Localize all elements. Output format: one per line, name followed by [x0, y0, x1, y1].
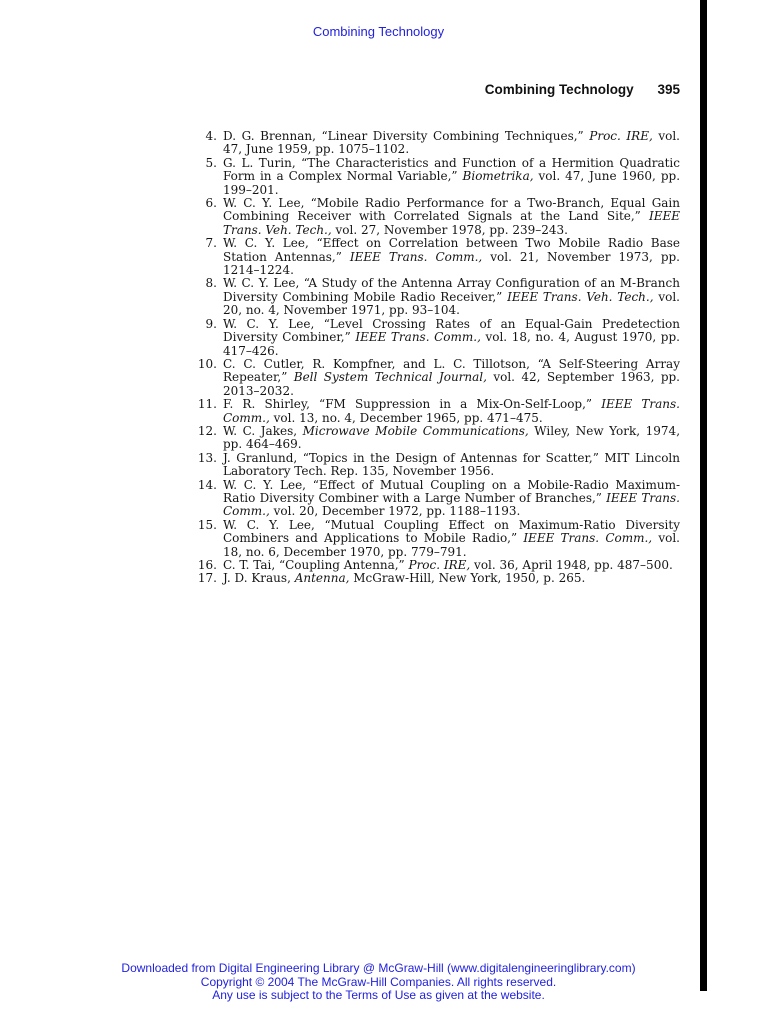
reference-text: J. Granlund, “Topics in the Design of Antennas for Scatter,” MIT Lincoln Laboratory Tech. Rep. 135, November 1956.	[223, 450, 680, 479]
reference-number: 9.	[205, 316, 217, 331]
footer-download-line: Downloaded from Digital Engineering Library @ McGraw-Hill (www.digitalengineeringlibrary.com)	[121, 961, 636, 975]
reference-item	[196, 358, 680, 398]
top-link-title: Combining Technology	[312, 24, 445, 39]
reference-number: 14.	[197, 477, 217, 492]
reference-text: D. G. Brennan, “Linear Diversity Combining Techniques,” Proc. IRE, vol. 47, June 1959, pp. 1075–1102.	[223, 129, 680, 157]
reference-text: W. C. Y. Lee, “Mutual Coupling Effect on Maximum-Ratio Diversity Combiners and Applications to Mobile Radio,” IEEE Trans. Comm., vol. 18, no. 6, December 1970, pp. 779–791.	[223, 517, 680, 559]
reference-item	[196, 197, 680, 237]
reference-item	[196, 479, 680, 519]
footer-copyright-line: Copyright © 2004 The McGraw-Hill Companies. All rights reserved.	[200, 974, 557, 989]
reference-item	[196, 130, 680, 157]
reference-item	[196, 277, 680, 317]
reference-item	[196, 398, 680, 425]
references-list	[196, 130, 680, 586]
reference-text: J. D. Kraus, Antenna, McGraw-Hill, New York, 1950, p. 265.	[223, 571, 586, 586]
reference-number: 7.	[205, 236, 217, 251]
scan-edge-bar	[700, 0, 707, 991]
reference-text: W. C. Y. Lee, “Effect of Mutual Coupling on a Mobile-Radio Maximum-Ratio Diversity Combiner with a Large Number of Branches,” IEEE Trans. Comm., vol. 20, December 1972, pp. 1188–1193.	[223, 477, 680, 519]
reference-text: W. C. Y. Lee, “A Study of the Antenna Array Configuration of an M-Branch Diversity Combining Mobile Radio Receiver,” IEEE Trans. Veh. Tech., vol. 20, no. 4, November 1971, pp. 93–104.	[223, 276, 680, 318]
reference-text: W. C. Y. Lee, “Level Crossing Rates of an Equal-Gain Predetection Diversity Combiner,” IEEE Trans. Comm., vol. 18, no. 4, August 1970, pp. 417–426.	[223, 316, 680, 358]
footer-terms-line: Any use is subject to the Terms of Use as given at the website.	[212, 988, 545, 1003]
reference-number: 8.	[205, 276, 217, 291]
reference-number: 15.	[197, 517, 217, 532]
reference-item	[196, 519, 680, 559]
reference-item	[196, 157, 680, 197]
reference-item	[196, 425, 680, 452]
reference-text: W. C. Jakes, Microwave Mobile Communications, Wiley, New York, 1974, pp. 464–469.	[223, 423, 681, 452]
reference-text: F. R. Shirley, “FM Suppression in a Mix-On-Self-Loop,” IEEE Trans. Comm., vol. 13, no. 4, December 1965, pp. 471–475.	[223, 397, 680, 425]
reference-text: W. C. Y. Lee, “Effect on Correlation between Two Mobile Radio Base Station Antennas,” IEEE Trans. Comm., vol. 21, November 1973, pp. 1214–1224.	[223, 236, 680, 278]
footer	[0, 962, 757, 1003]
reference-item	[196, 237, 680, 277]
reference-number: 12.	[197, 423, 217, 438]
reference-item	[196, 572, 680, 585]
reference-item	[196, 318, 680, 358]
reference-number: 6.	[205, 196, 217, 211]
reference-item	[196, 452, 680, 479]
reference-number: 17.	[197, 571, 217, 586]
reference-text: W. C. Y. Lee, “Mobile Radio Performance for a Two-Branch, Equal Gain Combining Receiver with Correlated Signals at the Land Site,” IEEE Trans. Veh. Tech., vol. 27, November 1978, pp. 239–243.	[223, 196, 680, 237]
reference-text: G. L. Turin, “The Characteristics and Function of a Hermition Quadratic Form in a Complex Normal Variable,” Biometrika, vol. 47, June 1960, pp. 199–201.	[223, 155, 681, 197]
reference-number: 13.	[197, 450, 217, 465]
reference-number: 16.	[197, 558, 217, 572]
reference-number: 4.	[205, 129, 217, 143]
reference-text: C. C. Cutler, R. Kompfner, and L. C. Tillotson, “A Self-Steering Array Repeater,” Bell System Technical Journal, vol. 42, September 1963, pp. 2013–2032.	[223, 356, 680, 398]
reference-number: 5.	[205, 155, 217, 170]
reference-number: 11.	[197, 397, 217, 412]
running-head	[485, 82, 680, 97]
running-head-title: Combining Technology	[484, 82, 634, 97]
page-number: 395	[657, 82, 680, 97]
reference-item	[196, 559, 680, 572]
reference-number: 10.	[197, 356, 217, 371]
reference-text: C. T. Tai, “Coupling Antenna,” Proc. IRE, vol. 36, April 1948, pp. 487–500.	[223, 558, 673, 572]
